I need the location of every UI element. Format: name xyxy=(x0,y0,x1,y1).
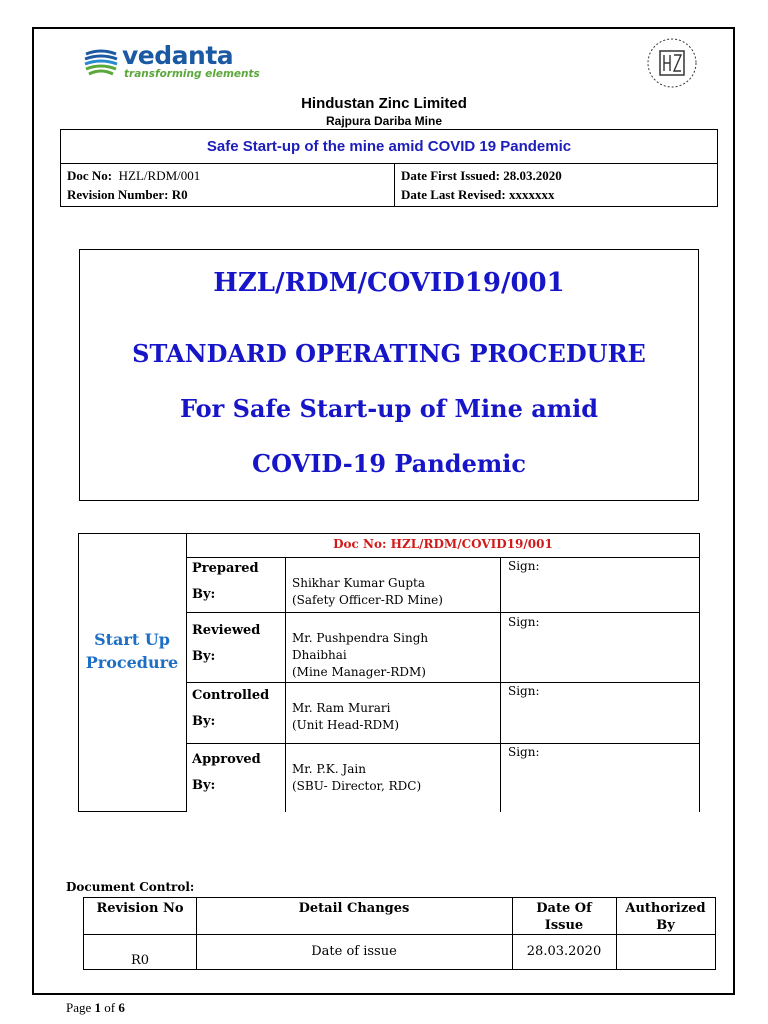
doc-meta-table xyxy=(60,163,718,207)
revision-label: Revision Number: xyxy=(67,187,169,202)
role-controlled xyxy=(192,683,269,735)
revision-line xyxy=(67,185,387,204)
dc-header-date-line1: Date Of xyxy=(536,901,592,916)
document-control-table xyxy=(83,897,716,970)
dc-header-revision: Revision No xyxy=(96,901,184,916)
sop-subtitle-line2: COVID-19 Pandemic xyxy=(252,449,526,478)
role-line1: Approved xyxy=(192,752,261,767)
page-of: of xyxy=(104,1000,116,1015)
title-block xyxy=(79,249,699,501)
mine-name: Rajpura Dariba Mine xyxy=(325,114,443,128)
vedanta-logo xyxy=(82,41,260,86)
start-up-line1: Start Up xyxy=(94,630,170,649)
meta-left xyxy=(67,164,387,206)
role-line2: By: xyxy=(192,649,216,664)
dc-header-auth-line2: By xyxy=(656,918,675,933)
last-revised-line xyxy=(401,185,713,204)
sop-subtitle-line1: For Safe Start-up of Mine amid xyxy=(179,394,599,423)
dc-header-auth-line1: Authorized xyxy=(625,901,706,916)
role-reviewed xyxy=(192,618,260,670)
role-line1: Controlled xyxy=(192,688,270,703)
approval-row-divider-1 xyxy=(186,612,700,613)
name-line: Mr. P.K. Jain xyxy=(292,762,366,776)
start-up-procedure-label xyxy=(78,628,186,674)
dc-header-date xyxy=(512,900,616,934)
name-line: Shikhar Kumar Gupta xyxy=(292,576,425,590)
doc-no-line xyxy=(67,166,387,185)
doc-no-label: Doc No: xyxy=(67,168,113,183)
name-line: Mr. Ram Murari xyxy=(292,701,391,715)
dc-header-authorized xyxy=(616,900,715,934)
name-line: Dhaibhai xyxy=(292,648,347,662)
first-issued-value: 28.03.2020 xyxy=(503,168,562,183)
name-line: (SBU- Director, RDC) xyxy=(292,779,422,793)
approval-row-divider-3 xyxy=(186,743,700,744)
sop-banner: Safe Start-up of the mine amid COVID 19 Pandemic xyxy=(60,129,718,164)
dc-row-divider xyxy=(84,934,715,935)
role-line2: By: xyxy=(192,778,216,793)
page-number xyxy=(66,1000,125,1016)
sign-approved: Sign: xyxy=(508,745,540,759)
first-issued-label: Date First Issued: xyxy=(401,168,500,183)
revision-value: R0 xyxy=(171,187,188,202)
role-approved xyxy=(192,747,261,799)
person-approved xyxy=(292,761,421,795)
last-revised-label: Date Last Revised: xyxy=(401,187,506,202)
logo-wordmark: vedanta xyxy=(122,41,234,70)
approval-col-divider-3 xyxy=(500,557,501,812)
role-line1: Reviewed xyxy=(192,623,261,638)
page-prefix: Page xyxy=(66,1000,92,1015)
person-prepared xyxy=(292,575,443,609)
person-reviewed xyxy=(292,630,428,681)
dc-header-date-line2: Issue xyxy=(544,918,584,933)
sign-reviewed: Sign: xyxy=(508,615,540,629)
vedanta-logo-icon xyxy=(82,44,120,82)
meta-divider xyxy=(394,164,395,206)
dc-cell-date: 28.03.2020 xyxy=(526,944,602,959)
page-total: 6 xyxy=(118,1000,125,1015)
approval-table xyxy=(78,533,700,813)
dc-cell-detail: Date of issue xyxy=(311,944,397,959)
company-name: Hindustan Zinc Limited xyxy=(301,95,467,112)
name-line: (Mine Manager-RDM) xyxy=(292,665,426,679)
sign-prepared: Sign: xyxy=(508,559,540,573)
page-current: 1 xyxy=(94,1000,102,1015)
meta-right xyxy=(401,164,713,206)
approval-col-divider-2 xyxy=(285,557,286,812)
doc-no-value: HZL/RDM/001 xyxy=(118,168,201,183)
document-control-label: Document Control: xyxy=(66,880,195,894)
last-revised-value: xxxxxxx xyxy=(508,187,555,202)
approval-bottom-edge xyxy=(78,811,186,812)
dc-cell-revision: R0 xyxy=(130,953,150,968)
sign-controlled: Sign: xyxy=(508,684,540,698)
person-controlled xyxy=(292,700,399,734)
start-up-line2: Procedure xyxy=(85,653,179,672)
sop-code: HZL/RDM/COVID19/001 xyxy=(213,268,565,298)
name-line: (Unit Head-RDM) xyxy=(292,718,400,732)
approval-doc-no: Doc No: HZL/RDM/COVID19/001 xyxy=(333,537,553,551)
role-prepared xyxy=(192,556,259,608)
approval-row-divider-0 xyxy=(186,557,700,558)
hzl-seal-icon xyxy=(645,36,699,90)
name-line: (Safety Officer-RD Mine) xyxy=(292,593,443,607)
sop-heading: STANDARD OPERATING PROCEDURE xyxy=(132,339,646,368)
role-line2: By: xyxy=(192,714,216,729)
approval-col-divider-1 xyxy=(186,533,187,812)
role-line1: Prepared xyxy=(192,561,259,576)
name-line: Mr. Pushpendra Singh xyxy=(292,631,429,645)
dc-header-detail: Detail Changes xyxy=(298,901,410,916)
first-issued-line xyxy=(401,166,713,185)
role-line2: By: xyxy=(192,587,216,602)
logo-tagline: transforming elements xyxy=(124,68,260,80)
